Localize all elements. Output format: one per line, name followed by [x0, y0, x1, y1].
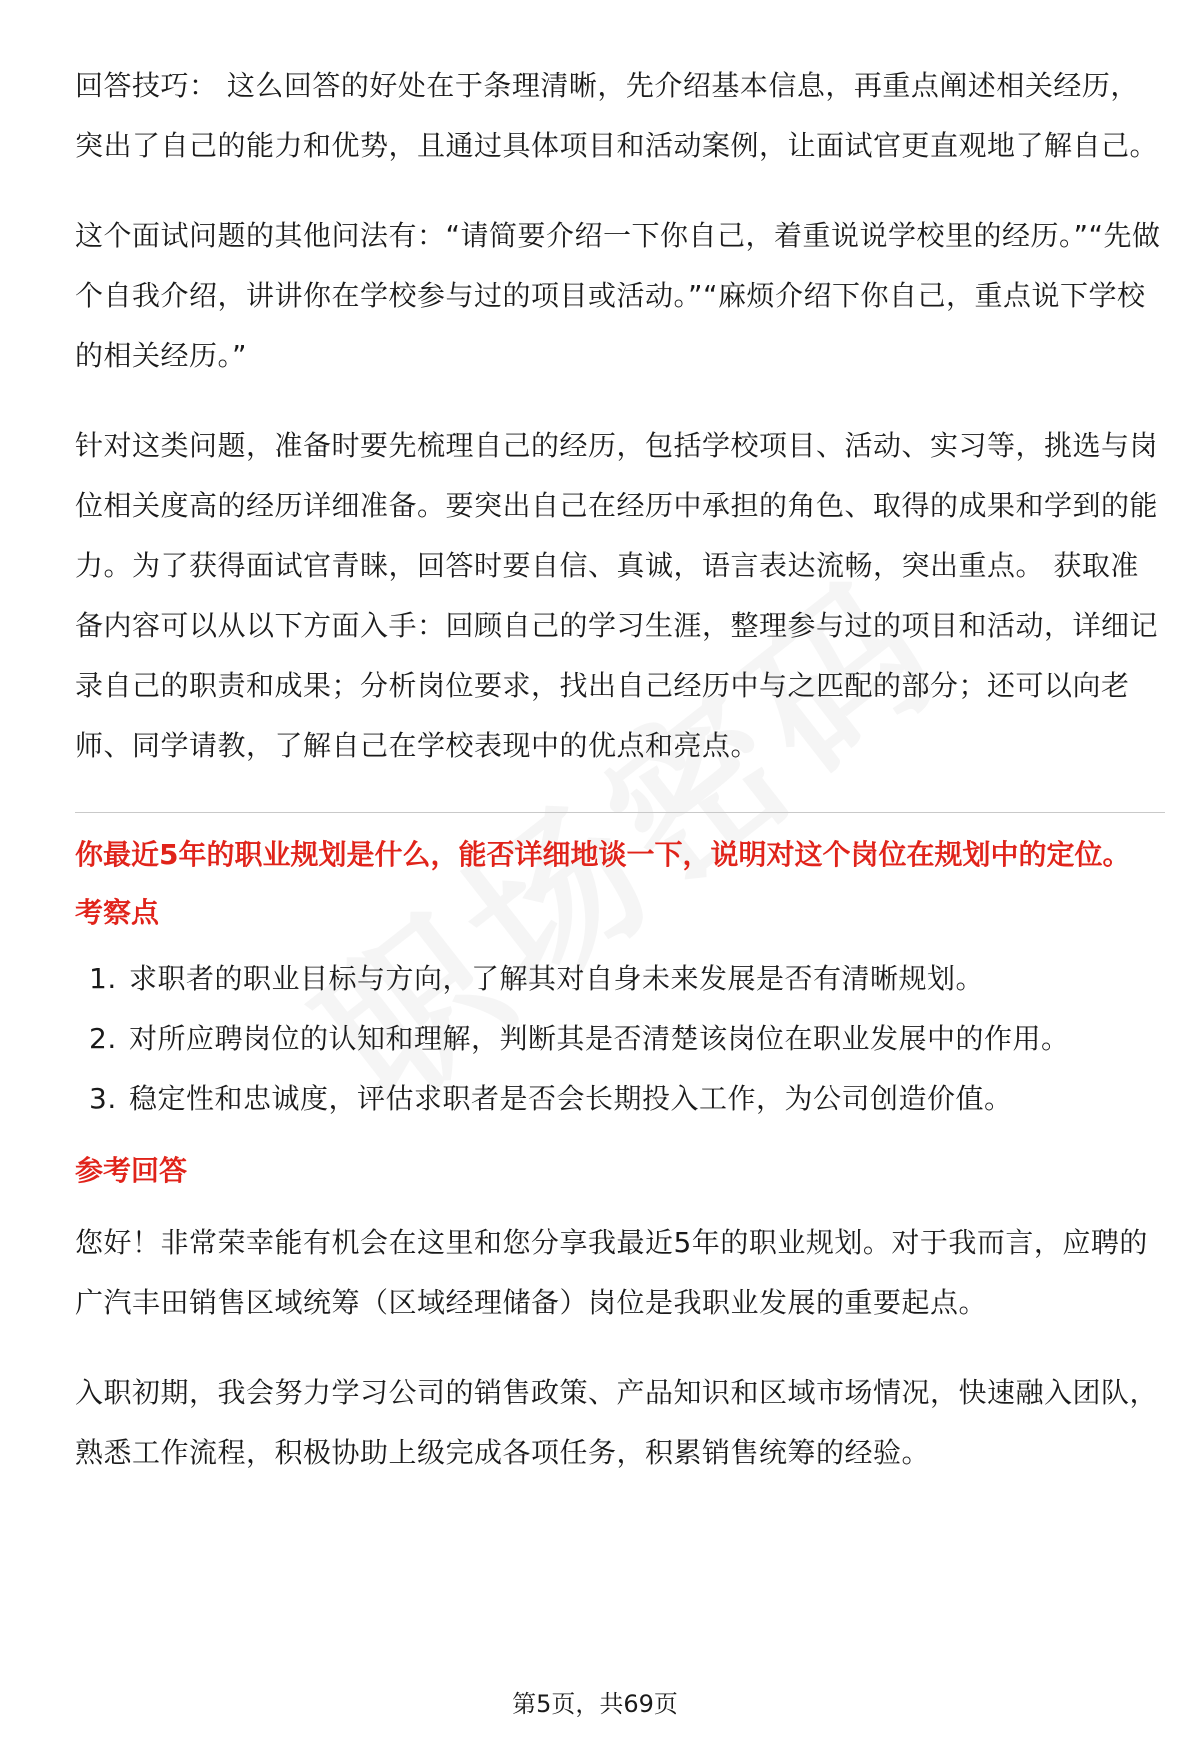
answer-tips-paragraph: 回答技巧： 这么回答的好处在于条理清晰，先介绍基本信息，再重点阐述相关经历，突出了自己的能力和优势，且通过具体项目和活动案例，让面试官更直观地了解自己。 — [75, 69, 1159, 162]
list-item — [75, 1009, 1165, 1069]
list-item-text: 稳定性和忠诚度，评估求职者是否会长期投入工作，为公司创造价值。 — [129, 1082, 1013, 1115]
list-item-number: 2. — [89, 1022, 117, 1055]
reference-answer-label: 参考回答 — [75, 1154, 188, 1187]
document-page — [75, 56, 1165, 1483]
list-item-text: 求职者的职业目标与方向，了解其对自身未来发展是否有清晰规划。 — [129, 962, 985, 995]
list-item-number: 3. — [89, 1082, 117, 1115]
preparation-paragraph: 针对这类问题，准备时要先梳理自己的经历，包括学校项目、活动、实习等，挑选与岗位相关度高的经历详细准备。要突出自己在经历中承担的角色、取得的成果和学到的能力。为了获得面试官青睐，回答时要自信、真诚，语言表达流畅，突出重点。 获取准备内容可以从以下方面入手：回顾自己的学习生涯，整理参与过的项目和活动，详细记录自己的职责和成果；分析岗位要求，找出自己经历中与之匹配的部分；还可以向老师、同学请教，了解自己在学校表现中的优点和亮点。 — [75, 429, 1159, 762]
reference-answer-paragraph: 入职初期，我会努力学习公司的销售政策、产品知识和区域市场情况，快速融入团队，熟悉工作流程，积极协助上级完成各项任务，积累销售统筹的经验。 — [75, 1376, 1159, 1469]
section-divider — [75, 812, 1165, 813]
list-item-number: 1. — [89, 962, 117, 995]
assessment-list — [75, 949, 1165, 1129]
alt-questions-paragraph: 这个面试问题的其他问法有：“请简要介绍一下你自己，着重说说学校里的经历。”“先做个自我介绍，讲讲你在学校参与过的项目或活动。”“麻烦介绍下你自己，重点说下学校的相关经历。” — [75, 219, 1161, 372]
list-item — [75, 1069, 1165, 1129]
question-heading: 你最近5年的职业规划是什么，能否详细地谈一下，说明对这个岗位在规划中的定位。 — [75, 838, 1131, 871]
page-number-footer: 第5页，共69页 — [512, 1690, 678, 1718]
assessment-label: 考察点 — [75, 896, 160, 929]
reference-answer-paragraph: 您好！非常荣幸能有机会在这里和您分享我最近5年的职业规划。对于我而言，应聘的广汽丰田销售区域统筹（区域经理储备）岗位是我职业发展的重要起点。 — [75, 1226, 1148, 1319]
list-item-text: 对所应聘岗位的认知和理解，判断其是否清楚该岗位在职业发展中的作用。 — [129, 1022, 1070, 1055]
list-item — [75, 949, 1165, 1009]
